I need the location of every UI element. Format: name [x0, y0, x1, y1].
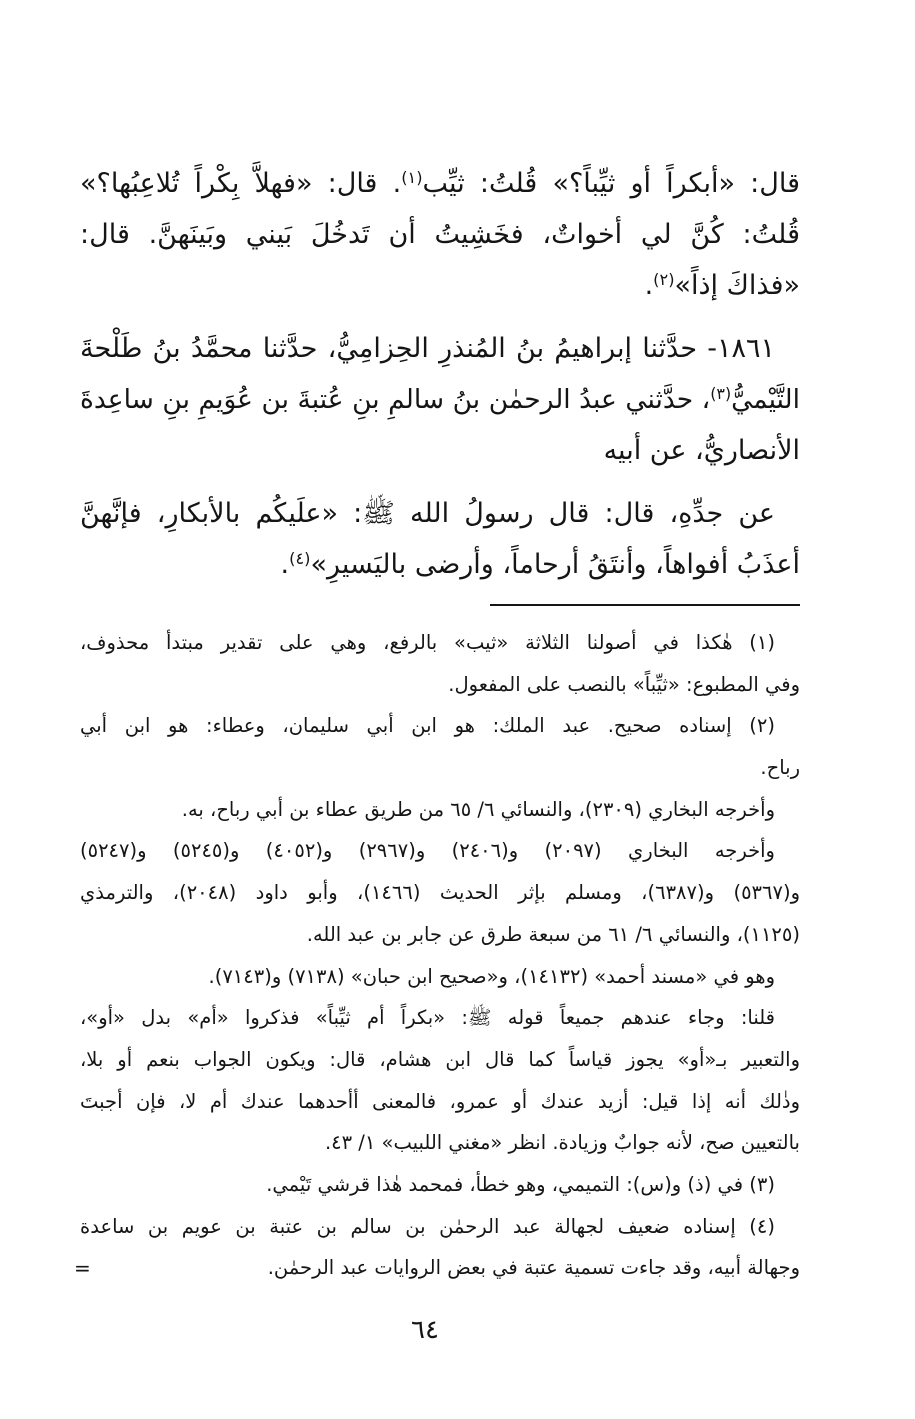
text-run: (١١٢٥)، والنسائي ٦/ ٦١ من سبعة طرق عن جابر بن عبد الله. [306, 922, 800, 946]
footnote-paragraph [80, 956, 800, 998]
main-text-line [80, 209, 800, 260]
footnote-line [80, 1081, 800, 1123]
footnote-paragraph [80, 1164, 800, 1206]
footnote-separator [490, 604, 800, 606]
footnote-line [80, 1039, 800, 1081]
text-run: ١٨٦١- حدَّثنا إبراهيمُ بنُ المُنذرِ الحِزامِيُّ، حدَّثنا محمَّدُ بنُ طَلْحةَ [80, 333, 775, 364]
text-run: التَّيْميُّ [731, 384, 800, 415]
text-run: (١) هٰكذا في أصولنا الثلاثة «ثيب» بالرفع، وهي على تقدير مبتدأ محذوف، [80, 631, 775, 654]
text-run: (٤) إسناده ضعيف لجهالة عبد الرحمٰن بن سالم بن عتبة بن عويم بن ساعدة [80, 1214, 775, 1238]
main-text-paragraph [80, 323, 800, 476]
footnote-line [80, 664, 800, 706]
text-run: و(٥٣٦٧) و(٦٣٨٧)، ومسلم بإثر الحديث (١٤٦٦)، وأبو داود (٢٠٤٨)، والترمذي [80, 881, 800, 905]
footnote-reference: (٤) [289, 549, 311, 569]
footnote-line [80, 622, 800, 664]
text-run: وجهالة أبيه، وقد جاءت تسمية عتبة في بعض الروايات عبد الرحمٰن. [267, 1256, 800, 1280]
text-run: قُلتُ: كُنَّ لي أخواتٌ، فخَشِيتُ أن تَدخُلَ بَيني وبَينَهنَّ. قال: [80, 219, 800, 250]
footnote-paragraph [80, 622, 800, 705]
text-run: . قال: «فهلاَّ بِكْراً تُلاعِبُها؟» [80, 168, 402, 199]
main-text-line [80, 374, 800, 425]
main-text-line [80, 260, 800, 311]
text-run: (٣) في (ذ) و(س): التميمي، وهو خطأ، فمحمد هٰذا قرشي تَيْمي. [266, 1172, 775, 1196]
footnote-line [80, 872, 800, 914]
main-text-line [80, 488, 800, 539]
main-text-line [80, 158, 800, 209]
text-run: وأخرجه البخاري (٢٣٠٩)، والنسائي ٦/ ٦٥ من طريق عطاء بن أبي رباح، به. [181, 797, 775, 821]
footnote-line [80, 1206, 800, 1248]
main-text-line [80, 425, 800, 476]
footnote-line [80, 997, 800, 1039]
footnote-paragraph [80, 789, 800, 831]
continuation-mark: = [74, 1255, 91, 1280]
footnote-paragraph [80, 705, 800, 788]
main-text [80, 158, 800, 590]
footnote-reference: (٣) [710, 384, 732, 404]
text-run: بالتعيين صح، لأنه جوابٌ وزيادة. انظر «مغني اللبيب» ١/ ٤٣. [324, 1131, 800, 1155]
text-run: قلنا: وجاء عندهم جميعاً قوله ﷺ: «بكراً أم ثيِّباً» فذكروا «أم» بدل «أو»، [80, 1006, 775, 1030]
footnote-line [80, 1122, 800, 1164]
footnote-reference: (٢) [653, 270, 675, 290]
text-run: «فذاكَ إذاً» [674, 270, 800, 301]
footnote-line [80, 705, 800, 747]
text-run: رباح. [760, 756, 800, 780]
footnote-line [80, 956, 800, 998]
footnotes [80, 622, 800, 1289]
footnote-line [80, 1247, 800, 1289]
text-run: والتعبير بـ«أو» يجوز قياساً كما قال ابن هشام، قال: ويكون الجواب بنعم أو بلا، [80, 1047, 800, 1071]
text-run: عن جدِّهِ، قال: قال رسولُ الله ﷺ: «علَيكُم بالأبكارِ، فإنَّهنَّ [80, 498, 775, 529]
text-run: ، حدَّثني عبدُ الرحمٰن بنُ سالمِ بنِ عُتبةَ بن عُوَيمِ بنِ ساعِدةَ [80, 384, 711, 415]
footnote-line [80, 747, 800, 789]
footnote-paragraph [80, 830, 800, 955]
text-run: أعذَبُ أفواهاً، وأنتَقُ أرحاماً، وأرضى باليَسيرِ» [310, 549, 800, 580]
text-run: . [644, 270, 654, 301]
main-text-line [80, 539, 800, 590]
page-number: ٦٤ [411, 1315, 439, 1345]
text-run: قال: «أبكراً أو ثيِّباً؟» قُلتُ: ثيِّب [422, 168, 800, 199]
text-run: . [280, 549, 290, 580]
text-run: وفي المطبوع: «ثيِّباً» بالنصب على المفعول. [448, 672, 800, 696]
main-text-line [80, 323, 800, 374]
main-text-paragraph [80, 488, 800, 590]
footnote-line [80, 1164, 800, 1206]
text-run: وهو في «مسند أحمد» (١٤١٣٢)، و«صحيح ابن حبان» (٧١٣٨) و(٧١٤٣). [208, 964, 775, 988]
footnote-reference: (١) [401, 168, 423, 188]
main-text-paragraph [80, 158, 800, 311]
footnote-paragraph [80, 1206, 800, 1289]
footnote-line [80, 789, 800, 831]
text-run: (٢) إسناده صحيح. عبد الملك: هو ابن أبي سليمان، وعطاء: هو ابن أبي [80, 714, 775, 738]
text-run: وذٰلك أنه إذا قيل: أزيد عندك أو عمرو، فالمعنى أأحدهما عندك أم لا، فإن أجبتَ [80, 1089, 800, 1113]
footnote-line [80, 914, 800, 956]
text-run: وأخرجه البخاري (٢٠٩٧) و(٢٤٠٦) و(٢٩٦٧) و(٤٠٥٢) و(٥٢٤٥) و(٥٢٤٧) [80, 839, 775, 863]
footnote-line [80, 830, 800, 872]
footnote-paragraph [80, 997, 800, 1164]
text-run: الأنصاريُّ، عن أبيه [603, 435, 800, 466]
